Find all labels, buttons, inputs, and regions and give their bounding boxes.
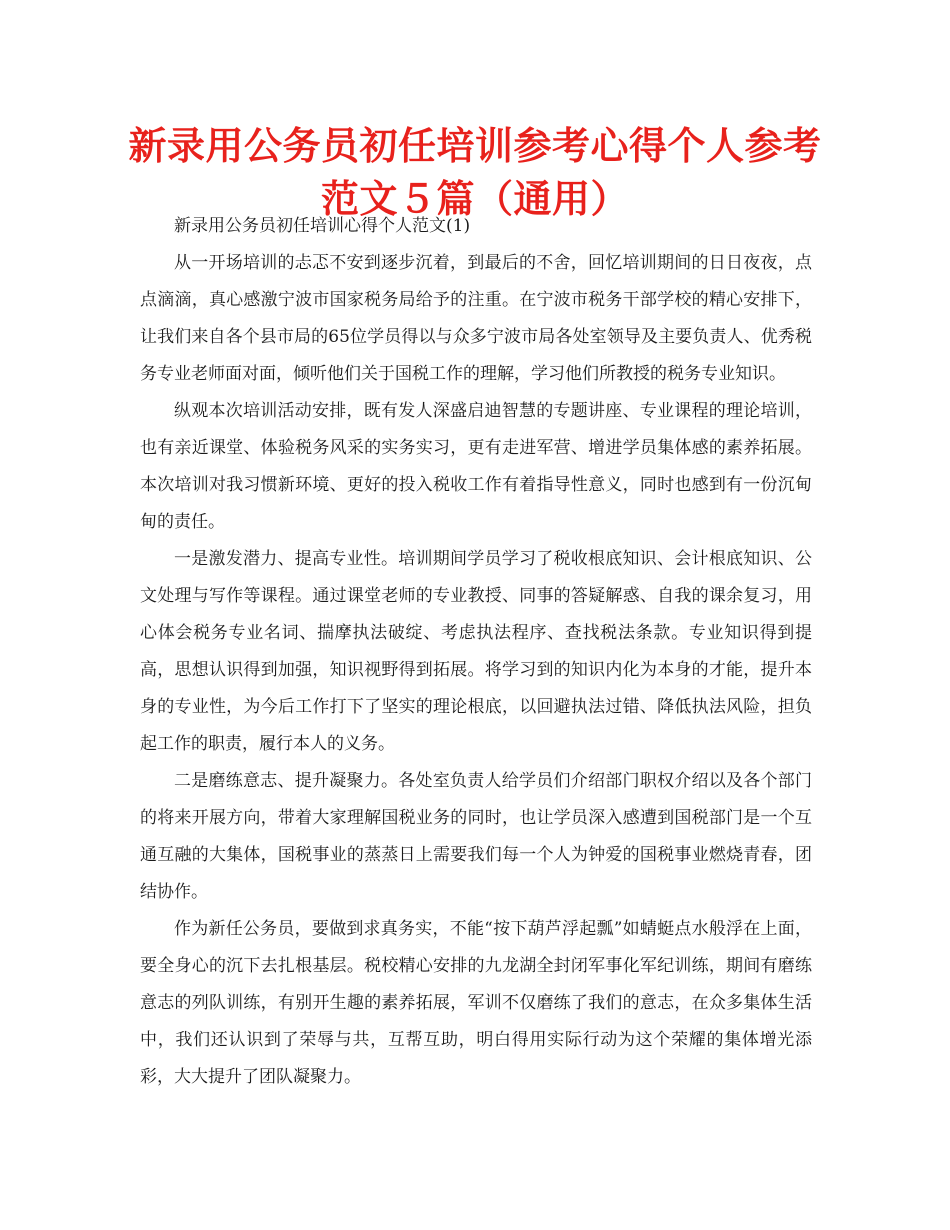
page-title: 新录用公务员初任培训参考心得个人参考范文５篇（通用）: [128, 124, 822, 221]
document-body: [140, 208, 812, 1096]
paragraph: 纵观本次培训活动安排，既有发人深盛启迪智慧的专题讲座、专业课程的理论培训，也有亲近课堂、体验税务风采的实务实习，更有走进军营、增进学员集体感的素养拓展。本次培训对我习惯新环境、更好的投入税收工作有着指导性意义，同时也感到有一份沉甸甸的责任。: [140, 401, 812, 532]
paragraph: 作为新任公务员，要做到求真务实，不能“按下葫芦浮起瓢”如蜻蜓点水般浮在上面，要全身心的沉下去扎根基层。税校精心安排的九龙湖全封闭军事化军纪训练，期间有磨练意志的列队训练，有别开生趣的素养拓展，军训不仅磨练了我们的意志，在众多集体生活中，我们还认识到了荣辱与共，互帮互助，明白得用实际行动为这个荣耀的集体增光添彩，大大提升了团队凝聚力。: [140, 919, 812, 1087]
paragraph: 二是磨练意志、提升凝聚力。各处室负责人给学员们介绍部门职权介绍以及各个部门的将来开展方向，带着大家理解国税业务的同时，也让学员深入感遭到国税部门是一个互通互融的大集体，国税事业的蒸蒸日上需要我们每一个人为钟爱的国税事业燃烧青春，团结协作。: [140, 771, 812, 902]
paragraph: 一是激发潜力、提高专业性。培训期间学员学习了税收根底知识、会计根底知识、公文处理与写作等课程。通过课堂老师的专业教授、同事的答疑解惑、自我的课余复习，用心体会税务专业名词、揣摩执法破绽、考虑执法程序、查找税法条款。专业知识得到提高，思想认识得到加强，知识视野得到拓展。将学习到的知识内化为本身的才能，提升本身的专业性，为今后工作打下了坚实的理论根底，以回避执法过错、降低执法风险，担负起工作的职责，履行本人的义务。: [140, 549, 812, 754]
section-subtitle: 新录用公务员初任培训心得个人范文(1): [174, 216, 471, 236]
paragraph: 从一开场培训的忐忑不安到逐步沉着，到最后的不舍，回忆培训期间的日日夜夜，点点滴滴，真心感激宁波市国家税务局给予的注重。在宁波市税务干部学校的精心安排下，让我们来自各个县市局的65位学员得以与众多宁波市局各处室领导及主要负责人、优秀税务专业老师面对面，倾听他们关于国税工作的理解，学习他们所教授的税务专业知识。: [140, 253, 812, 384]
